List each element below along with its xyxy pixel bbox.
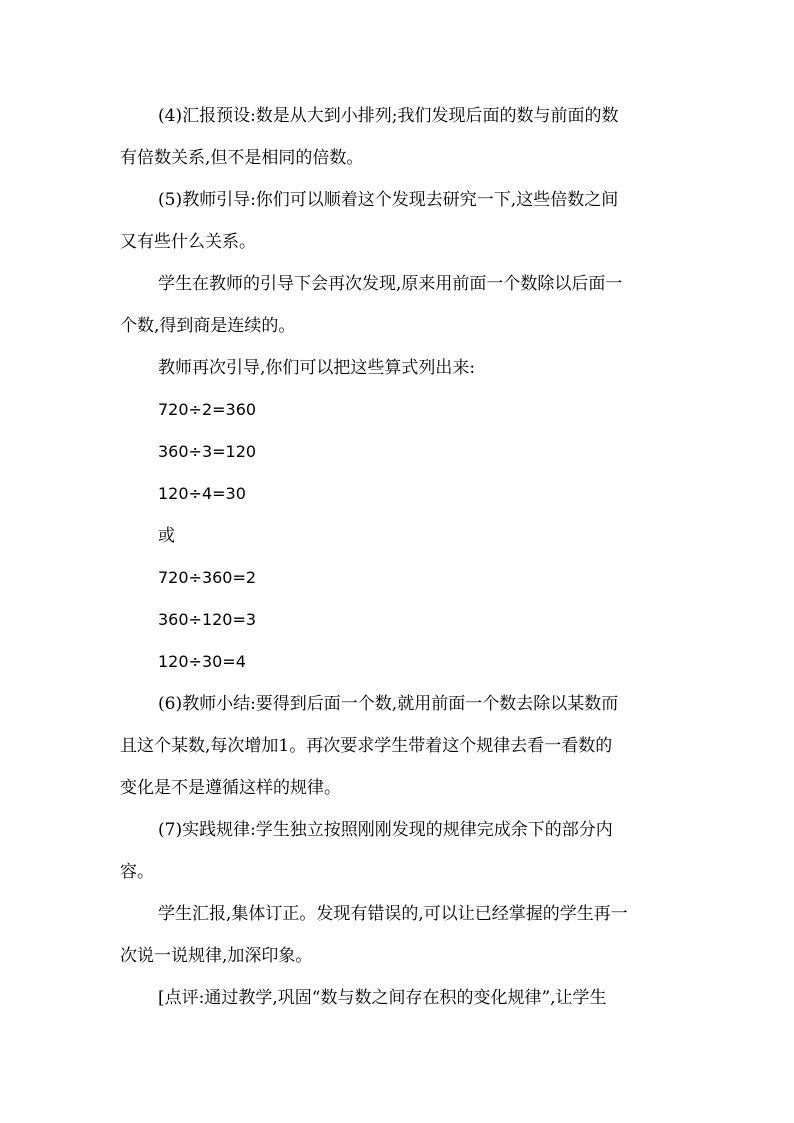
equation-a-3: 120÷4=30 — [158, 484, 246, 503]
paragraph-4-line-2: 有倍数关系,但不是相同的倍数。 — [120, 148, 364, 168]
paragraph-7-line-2: 容。 — [120, 862, 154, 882]
paragraph-5-line-2: 又有些什么关系。 — [120, 232, 256, 252]
paragraph-discovery-line-1: 学生在教师的引导下会再次发现,原来用前面一个数除以后面一 — [158, 274, 623, 294]
equation-b-2: 360÷120=3 — [158, 610, 257, 629]
paragraph-report-line-1: 学生汇报,集体订正。发现有错误的,可以让已经掌握的学生再一 — [158, 904, 628, 924]
paragraph-6-line-3: 变化是不是遵循这样的规律。 — [120, 778, 341, 798]
paragraph-discovery-line-2: 个数,得到商是连续的。 — [120, 316, 296, 336]
equation-b-1: 720÷360=2 — [158, 568, 257, 587]
equation-b-3: 120÷30=4 — [158, 652, 246, 671]
paragraph-6-line-2: 且这个某数,每次增加1。再次要求学生带着这个规律去看一看数的 — [120, 736, 613, 756]
paragraph-6-line-1: (6)教师小结:要得到后面一个数,就用前面一个数去除以某数而 — [158, 694, 619, 714]
or-label: 或 — [158, 526, 175, 546]
paragraph-comment-line-1: [点评:通过教学,巩固“数与数之间存在积的变化规律”,让学生 — [158, 988, 607, 1008]
paragraph-report-line-2: 次说一说规律,加深印象。 — [120, 946, 313, 966]
paragraph-4-line-1: (4)汇报预设:数是从大到小排列;我们发现后面的数与前面的数 — [158, 106, 619, 126]
equation-a-2: 360÷3=120 — [158, 442, 257, 461]
equation-a-1: 720÷2=360 — [158, 400, 257, 419]
paragraph-5-line-1: (5)教师引导:你们可以顺着这个发现去研究一下,这些倍数之间 — [158, 190, 619, 210]
paragraph-guide-line-1: 教师再次引导,你们可以把这些算式列出来: — [158, 358, 476, 378]
paragraph-7-line-1: (7)实践规律:学生独立按照刚刚发现的规律完成余下的部分内 — [158, 820, 613, 840]
